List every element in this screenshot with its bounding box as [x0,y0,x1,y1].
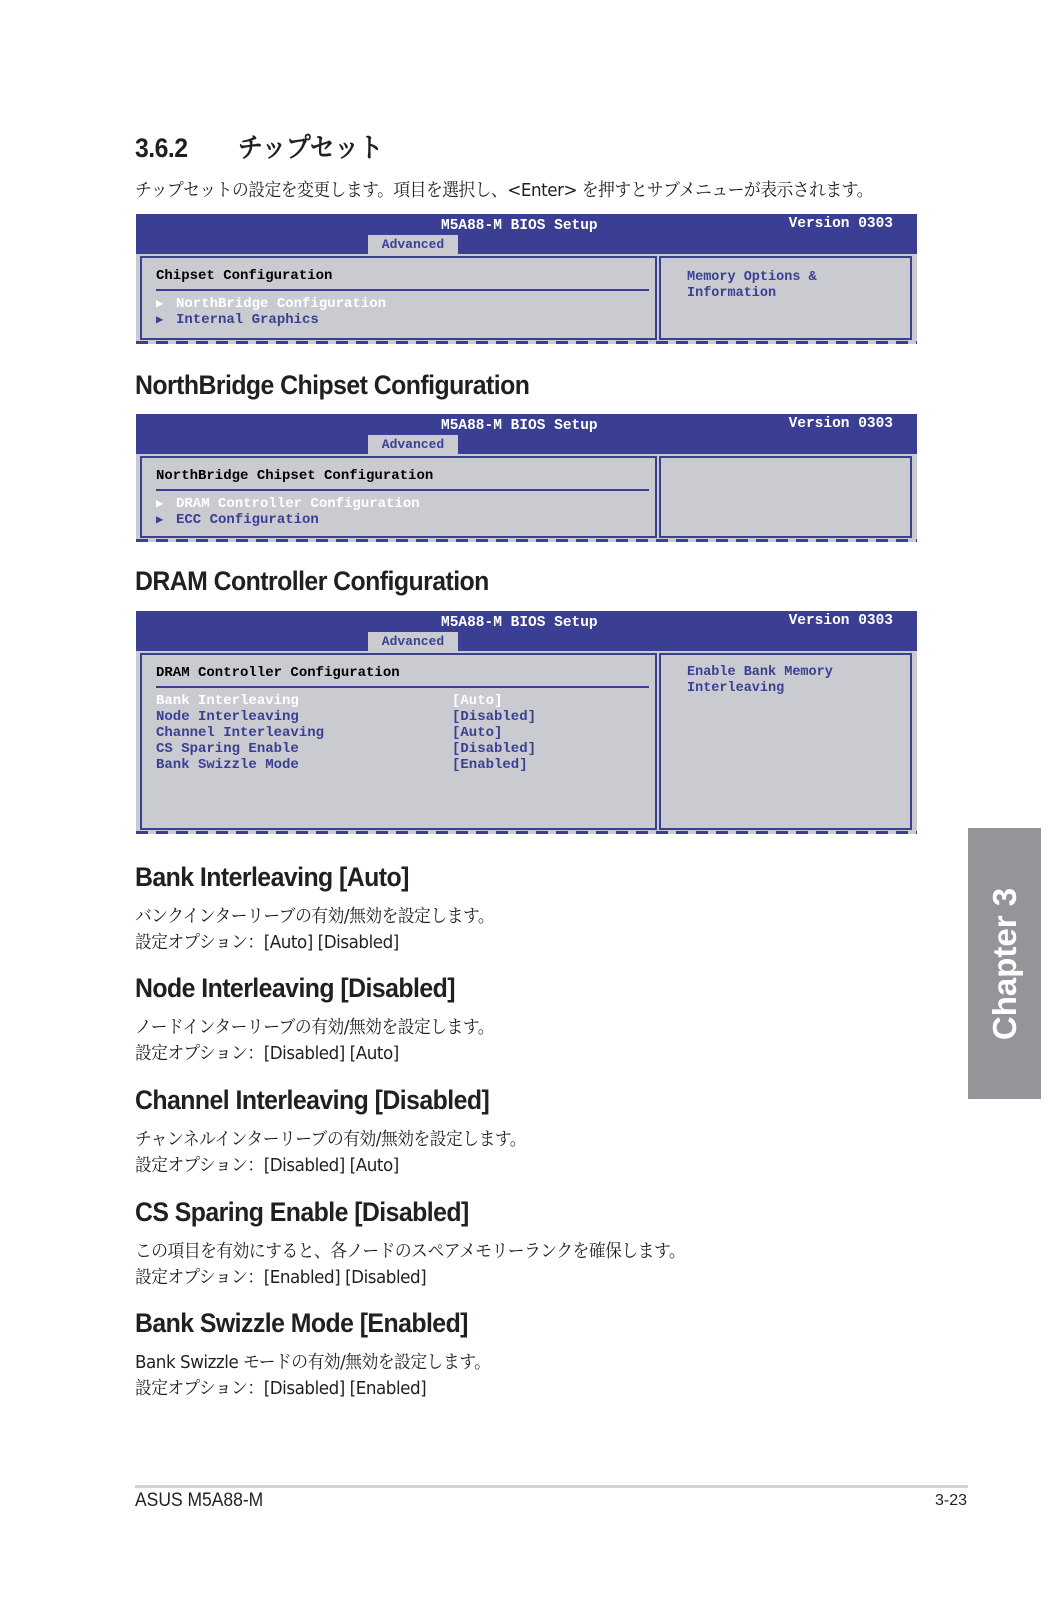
option-choices: 設定オプション：[Enabled] [Disabled] [135,1267,427,1288]
submenu-arrow-icon: ▶ [156,313,164,327]
section-heading [135,126,383,165]
setting-label: CS Sparing Enable [156,741,299,757]
bios-title-bar [136,611,917,651]
option-heading-node-interleaving: Node Interleaving [Disabled] [135,973,455,1003]
bios-version: Version 0303 [788,416,893,432]
setting-value: [Disabled] [452,709,537,725]
bios-menu-pane [140,653,657,830]
menu-item-northbridge-configuration[interactable]: ▶ NorthBridge Configuration [156,296,387,312]
option-choices: 設定オプション：[Auto] [Disabled] [135,932,399,953]
setting-label: Channel Interleaving [156,725,325,741]
bios-version: Version 0303 [788,613,893,629]
pane-divider [156,289,649,291]
option-desc: Bank Swizzle モードの有効/無効を設定します。 [135,1352,491,1373]
option-desc: この項目を有効にすると、各ノードのスペアメモリーランクを確保します。 [135,1241,686,1262]
bios-title: M5A88-M BIOS Setup [441,218,598,234]
option-heading-bank-interleaving: Bank Interleaving [Auto] [135,862,409,892]
submenu-arrow-icon: ▶ [156,297,164,311]
bios-screen-dram-controller [136,611,917,834]
setting-row-cs-sparing-enable[interactable] [156,741,636,757]
menu-item-dram-controller-configuration[interactable]: ▶ DRAM Controller Configuration [156,496,420,512]
bios-help-pane [659,256,912,340]
bios-title-bar [136,214,917,254]
bios-bottom-dashes [136,539,917,542]
option-choices: 設定オプション：[Disabled] [Auto] [135,1043,399,1064]
help-text: Enable Bank Memory Interleaving [687,665,833,696]
submenu-arrow-icon: ▶ [156,497,164,511]
setting-row-bank-interleaving[interactable] [156,693,636,709]
bios-title: M5A88-M BIOS Setup [441,615,598,631]
bios-bottom-dashes [136,831,917,834]
pane-divider [156,686,649,688]
option-desc: バンクインターリーブの有効/無効を設定します。 [135,906,495,927]
chapter-tab [968,828,1041,1099]
bios-version: Version 0303 [788,216,893,232]
pane-divider [156,489,649,491]
footer-divider [135,1485,968,1488]
setting-label: Bank Interleaving [156,693,299,709]
setting-value: [Auto] [452,725,503,741]
submenu-arrow-icon: ▶ [156,513,164,527]
dram-heading: DRAM Controller Configuration [135,566,489,596]
option-desc: チャンネルインターリーブの有効/無効を設定します。 [135,1129,527,1150]
section-number: 3.6.2 [135,133,188,163]
bios-help-pane [659,456,912,538]
setting-row-bank-swizzle-mode[interactable] [156,757,636,773]
setting-row-channel-interleaving[interactable] [156,725,636,741]
bios-menu-pane [140,456,657,538]
bios-screen-northbridge [136,414,917,542]
setting-label: Bank Swizzle Mode [156,757,299,773]
bios-title: M5A88-M BIOS Setup [441,418,598,434]
section-title: チップセット [238,133,383,163]
bios-help-pane [659,653,912,830]
bios-title-bar [136,414,917,454]
option-choices: 設定オプション：[Disabled] [Enabled] [135,1378,427,1399]
pane-title: Chipset Configuration [156,268,333,284]
menu-item-internal-graphics[interactable]: ▶ Internal Graphics [156,312,319,328]
setting-value: [Auto] [452,693,503,709]
bios-body [136,454,917,542]
tab-advanced[interactable]: Advanced [368,435,458,454]
tab-advanced[interactable]: Advanced [368,632,458,651]
setting-row-node-interleaving[interactable] [156,709,636,725]
setting-value: [Enabled] [452,757,528,773]
option-heading-bank-swizzle-mode: Bank Swizzle Mode [Enabled] [135,1308,468,1338]
bios-menu-pane [140,256,657,340]
pane-title: DRAM Controller Configuration [156,665,400,681]
option-heading-cs-sparing-enable: CS Sparing Enable [Disabled] [135,1197,469,1227]
bios-screen-chipset [136,214,917,344]
chapter-tab-label: Chapter 3 [985,887,1023,1040]
bios-body [136,651,917,834]
footer-page-number: 3-23 [934,1492,967,1509]
option-heading-channel-interleaving: Channel Interleaving [Disabled] [135,1085,490,1115]
menu-item-ecc-configuration[interactable]: ▶ ECC Configuration [156,512,319,528]
option-desc: ノードインターリーブの有効/無効を設定します。 [135,1017,495,1038]
footer-product-name: ASUS M5A88-M [135,1490,264,1511]
northbridge-heading: NorthBridge Chipset Configuration [135,370,530,400]
option-choices: 設定オプション：[Disabled] [Auto] [135,1155,399,1176]
bios-bottom-dashes [136,341,917,344]
pane-title: NorthBridge Chipset Configuration [156,468,434,484]
help-text: Memory Options & Information [687,270,817,301]
section-intro: チップセットの設定を変更します。項目を選択し、<Enter> を押すとサブメニューが表示されます。 [135,180,873,201]
tab-advanced[interactable]: Advanced [368,235,458,254]
setting-value: [Disabled] [452,741,537,757]
bios-body [136,254,917,344]
setting-label: Node Interleaving [156,709,299,725]
